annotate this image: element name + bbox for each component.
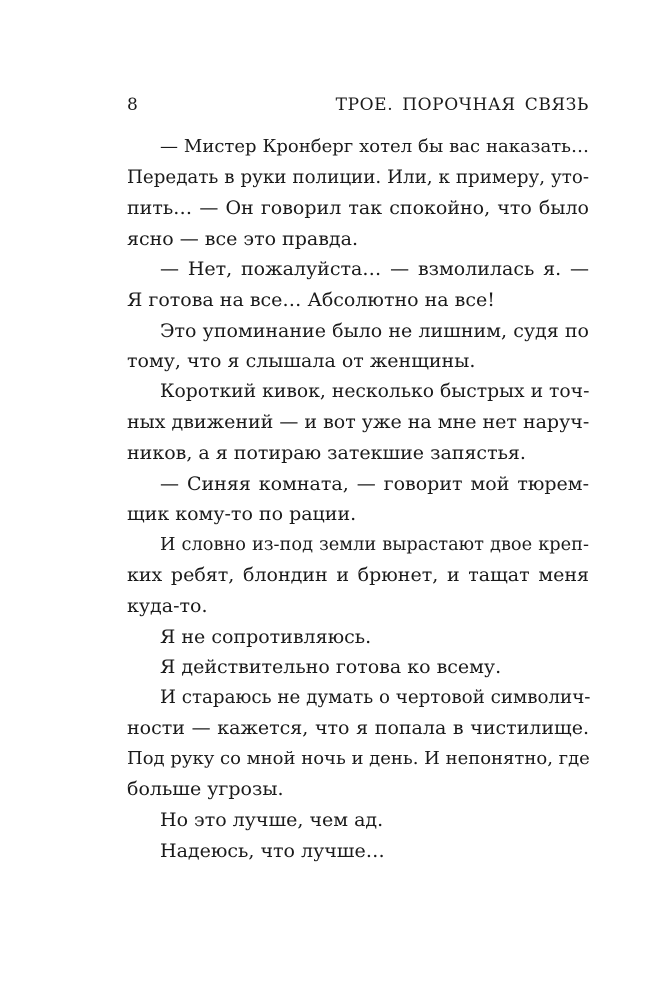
page-number: 8 xyxy=(127,95,138,115)
text-line: куда-то. xyxy=(127,594,208,617)
text-line: Но это лучше, чем ад. xyxy=(160,809,384,832)
text-line: Под руку со мной ночь и день. И непонятно, где xyxy=(127,747,590,769)
text-line: Надеюсь, что лучше… xyxy=(160,839,385,862)
text-line: И стараюсь не думать о чертовой символич- xyxy=(160,686,591,708)
text-line: И словно из-под земли вырастают двое креп- xyxy=(160,534,589,555)
running-title: ТРОЕ. ПОРОЧНАЯ СВЯЗЬ xyxy=(335,95,589,115)
text-line: ности — кажется, что я попала в чистилище. xyxy=(127,717,589,740)
text-line: Это упоминание было не лишним, судя по xyxy=(160,319,589,342)
text-line: щик кому-то по рации. xyxy=(127,503,357,526)
text-line: ных движений — и вот уже на мне нет наруч- xyxy=(127,411,590,434)
text-line: ких ребят, блондин и брюнет, и тащат меня xyxy=(127,564,589,587)
text-line: — Мистер Кронберг хотел бы вас наказать… xyxy=(160,136,589,157)
text-line: — Синяя комната, — говорит мой тюрем- xyxy=(160,472,589,495)
body-text xyxy=(127,132,589,866)
text-line: Я готова на все… Абсолютно на все! xyxy=(127,288,495,311)
running-head xyxy=(127,92,589,118)
text-line: Передать в руки полиции. Или, к примеру, уто- xyxy=(127,166,589,188)
text-line: Я не сопротивляюсь. xyxy=(160,625,372,648)
text-line: — Нет, пожалуйста… — взмолилась я. — xyxy=(160,258,589,281)
text-line: тому, что я слышала от женщины. xyxy=(127,350,476,373)
text-line: больше угрозы. xyxy=(127,778,284,801)
book-page xyxy=(127,92,591,862)
text-line: Я действительно готова ко всему. xyxy=(160,656,502,679)
text-line: Короткий кивок, несколько быстрых и точ- xyxy=(160,380,590,402)
text-line: ников, а я потираю затекшие запястья. xyxy=(127,441,526,464)
text-line: ясно — все это правда. xyxy=(127,227,358,250)
text-line: пить… — Он говорил так спокойно, что было xyxy=(127,197,589,220)
